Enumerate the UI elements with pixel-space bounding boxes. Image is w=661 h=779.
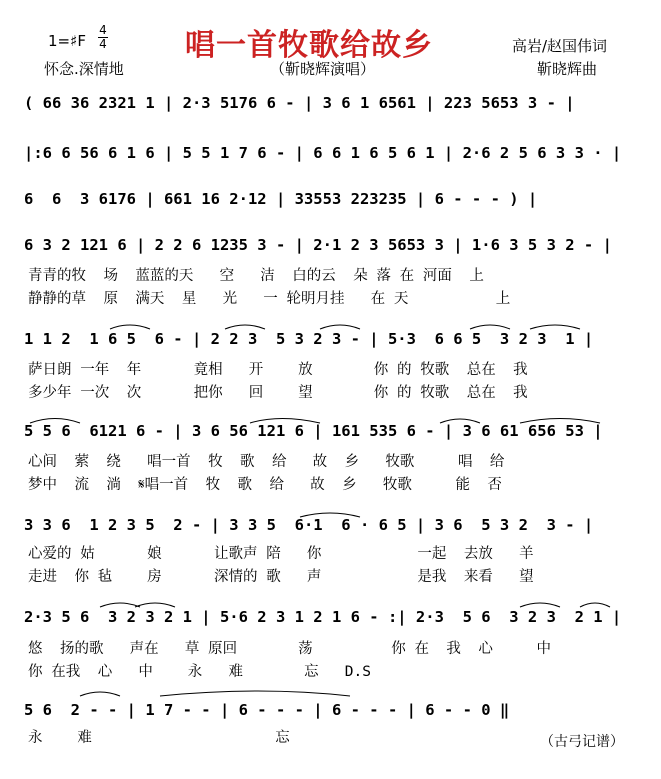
slur-mark [440, 419, 480, 423]
slur-mark [100, 603, 140, 607]
lyric-verse-2: 你 在我 心 中 永 难 忘 D.S [28, 664, 371, 680]
lyricist-credit: 高岩/赵国伟词 [512, 37, 608, 55]
lyric-verse-1: 青青的牧 场 蓝蓝的天 空 洁 白的云 朵 落 在 河面 上 [28, 268, 484, 284]
composer-credit: 靳晓辉曲 [537, 60, 598, 78]
slur-mark [160, 691, 350, 696]
slur-mark [250, 419, 320, 424]
slur-mark [530, 325, 580, 329]
staff-notes: 5 5 6 6121 6 - | 3 6 56 121 6 | 161 535 6 - | 3 6 61 656 53 | [24, 422, 603, 440]
staff-notes: 6 3 2 121 6 | 2 2 6 1235 3 - | 2·1 2 3 5653 3 | 1·6 3 5 3 2 - | [24, 236, 612, 254]
slur-mark [30, 419, 80, 424]
lyric-verse-1: 悠 扬的歌 声在 草 原回 荡 你 在 我 心 中 [28, 641, 552, 657]
slur-mark [520, 603, 560, 607]
singer-credit: （靳晓辉演唱） [270, 60, 376, 78]
song-title: 唱一首牧歌给故乡 [185, 28, 433, 63]
slur-mark [580, 603, 610, 607]
slur-mark [110, 325, 150, 329]
lyric-verse-1: 永 难 忘 [28, 730, 290, 746]
lyric-verse-1: 心间 萦 绕 唱一首 牧 歌 给 故 乡 牧歌 唱 给 [28, 454, 505, 470]
tempo-mood: 怀念.深情地 [44, 60, 124, 78]
slur-mark [470, 325, 510, 329]
transcriber-credit: （古弓记谱） [540, 734, 624, 750]
staff-notes: |:6 6 56 6 1 6 | 5 5 1 7 6 - | 6 6 1 6 5 6 1 | 2·6 2 5 6 3 3 · | [24, 144, 622, 162]
time-signature-top: 4 [99, 23, 107, 37]
slur-mark [80, 692, 120, 696]
slur-mark [320, 325, 360, 329]
staff-notes: 6 6 3 6176 | 661 16 2·12 | 33553 223235 | 6 - - - ) | [24, 190, 538, 208]
slur-mark [300, 513, 360, 517]
staff-notes: ( 66 36 2321 1 | 2·3 5176 6 - | 3 6 1 6561 | 223 5653 3 - | [24, 94, 575, 112]
lyric-verse-1: 心爱的 姑 娘 让歌声 陪 你 一起 去放 羊 [28, 546, 534, 562]
time-signature-bottom: 4 [99, 37, 107, 51]
staff-notes: 5 6 2 - - | 1 7 - - | 6 - - - | 6 - - - | 6 - - 0 ‖ [24, 701, 510, 719]
key-signature: 1=♯F [48, 32, 86, 50]
staff-notes: 1 1 2 1 6 5 6 - | 2 2 3 5 3 2 3 - | 5·3 6 6 5 3 2 3 1 | [24, 330, 594, 348]
staff-notes: 3 3 6 1 2 3 5 2 - | 3 3 5 6·1 6 · 6 5 | 3 6 5 3 2 3 - | [24, 516, 594, 534]
lyric-verse-2: 静静的草 原 满天 星 光 一 轮明月挂 在 天 上 [28, 291, 511, 307]
lyric-verse-2: 梦中 流 淌 𝄋唱一首 牧 歌 给 故 乡 牧歌 能 否 [28, 477, 502, 493]
lyric-verse-2: 走进 你 毡 房 深情的 歌 声 是我 来看 望 [28, 569, 534, 585]
slur-mark [135, 603, 175, 607]
slur-mark [225, 325, 265, 329]
lyric-verse-1: 萨日朗 一年 年 竟相 开 放 你 的 牧歌 总在 我 [28, 362, 528, 378]
staff-notes: 2·3 5 6 3 2 3 2 1 | 5·6 2 3 1 2 1 6 - :| 2·3 5 6 3 2 3 2 1 | [24, 608, 622, 626]
lyric-verse-2: 多少年 一次 次 把你 回 望 你 的 牧歌 总在 我 [28, 385, 528, 401]
slur-mark [520, 419, 600, 424]
